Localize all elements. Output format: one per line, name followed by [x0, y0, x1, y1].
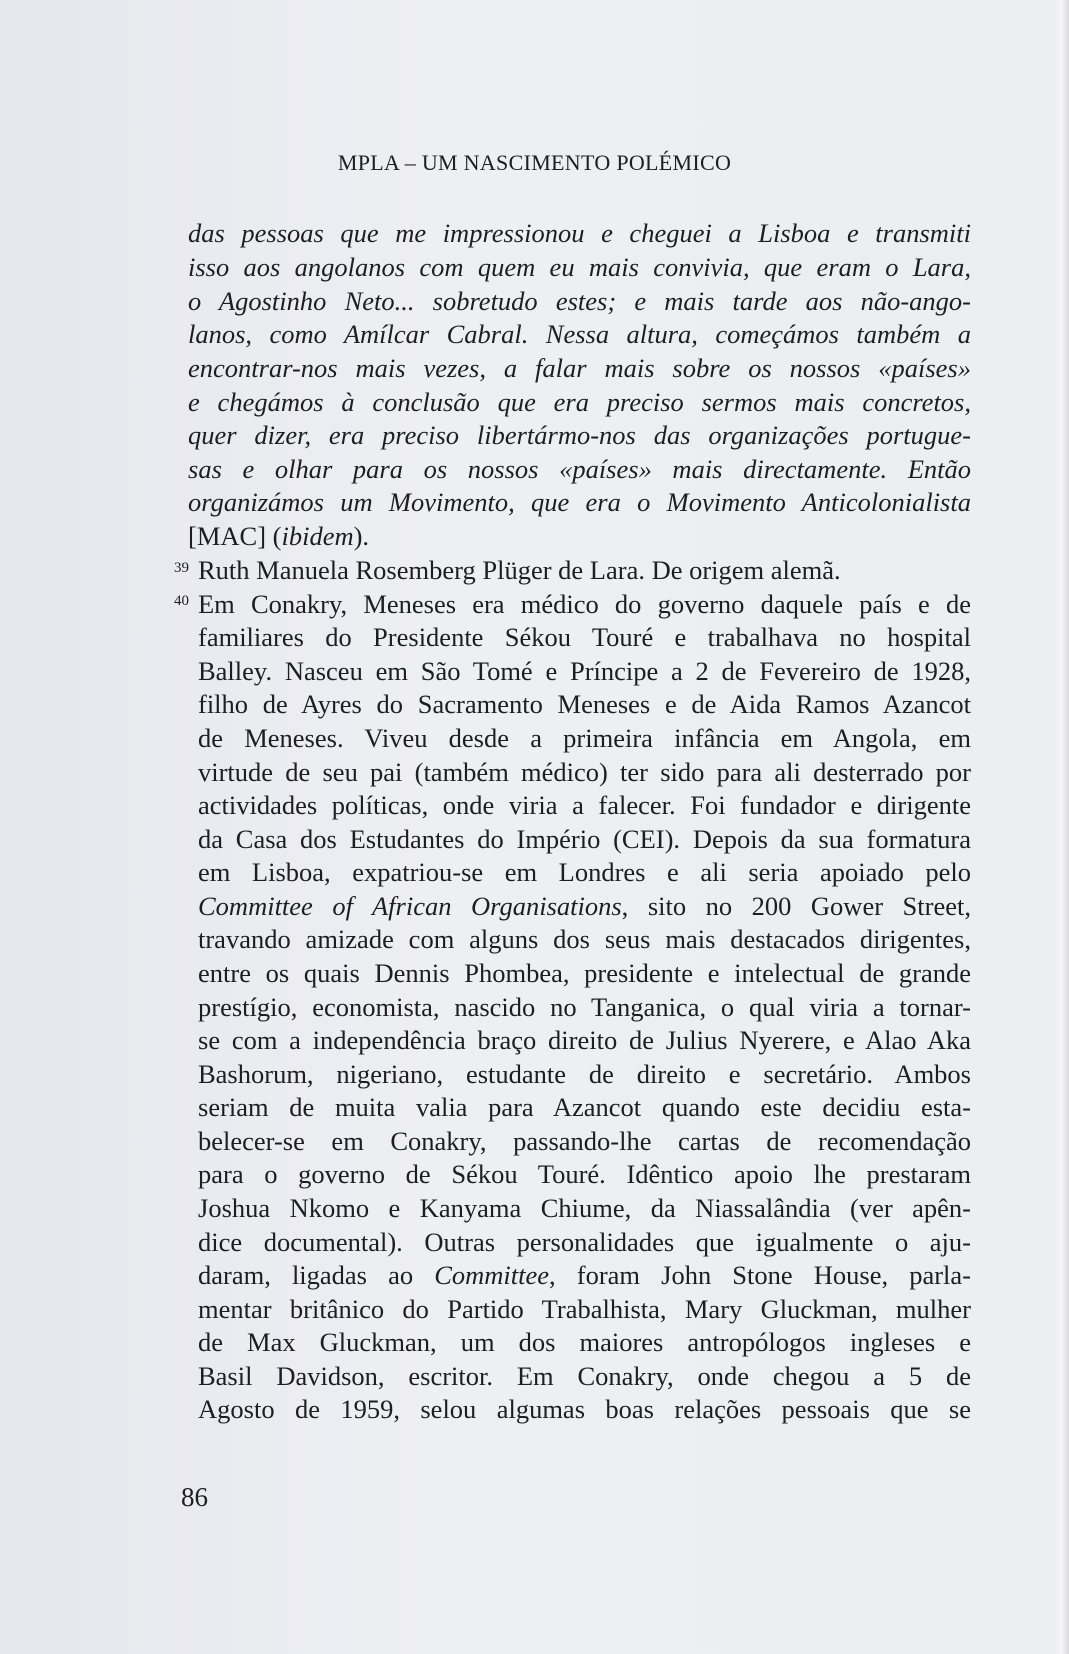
footnote-number: 40 — [174, 593, 189, 609]
footnote-40-line: virtude de seu pai (também médico) ter sido para ali desterrado por — [198, 757, 971, 787]
footnote-40-line: de Max Gluckman, um dos maiores antropólogos ingleses e — [198, 1327, 971, 1357]
footnote-40-line: Committee of African Organisations, sito no 200 Gower Street, — [198, 891, 971, 921]
footnote-40-line: de Meneses. Viveu desde a primeira infância em Angola, em — [198, 723, 971, 753]
footnote-40-line: actividades políticas, onde viria a falecer. Foi fundador e dirigente — [198, 790, 971, 820]
running-header: MPLA – UM NASCIMENTO POLÉMICO — [337, 150, 732, 175]
footnote-40-line: da Casa dos Estudantes do Império (CEI). Depois da sua formatura — [198, 824, 971, 854]
footnote-40-line: Em Conakry, Meneses era médico do governo daquele país e de — [198, 589, 971, 619]
footnote-40-line: familiares do Presidente Sékou Touré e trabalhava no hospital — [198, 622, 971, 652]
footnote-40-line: entre os quais Dennis Phombea, presidente e intelectual de grande — [198, 958, 971, 988]
footnote-number: 39 — [174, 560, 189, 576]
quote-line: lanos, como Amílcar Cabral. Nessa altura, começámos também a — [188, 319, 971, 349]
quote-line: sas e olhar para os nossos «países» mais directamente. Então — [188, 454, 971, 484]
page-edge — [1055, 0, 1069, 1654]
footnote-40-line: em Lisboa, expatriou-se em Londres e ali seria apoiado pelo — [198, 857, 971, 887]
quote-line-end: [MAC] (ibidem). — [188, 521, 370, 551]
quote-line: o Agostinho Neto... sobretudo estes; e mais tarde aos não-ango- — [188, 286, 971, 316]
footnote-40-line: Balley. Nasceu em São Tomé e Príncipe a 2 de Fevereiro de 1928, — [198, 656, 971, 686]
footnote-39-text: Ruth Manuela Rosemberg Plüger de Lara. De origem alemã. — [198, 555, 841, 585]
quote-line: quer dizer, era preciso libertármo-nos das organizações portugue- — [188, 420, 971, 450]
footnote-40-line: Bashorum, nigeriano, estudante de direito e secretário. Ambos — [198, 1059, 971, 1089]
footnote-40-line: Joshua Nkomo e Kanyama Chiume, da Niassalândia (ver apên- — [198, 1193, 971, 1223]
footnote-40-line: mentar britânico do Partido Trabalhista, Mary Gluckman, mulher — [198, 1294, 971, 1324]
footnote-40-line: belecer-se em Conakry, passando-lhe cartas de recomendação — [198, 1126, 971, 1156]
footnote-40-line: Agosto de 1959, selou algumas boas relações pessoais que se — [198, 1394, 971, 1424]
page-number: 86 — [181, 1482, 208, 1512]
quote-line: das pessoas que me impressionou e cheguei a Lisboa e transmiti — [188, 218, 971, 248]
footnote-40-line: para o governo de Sékou Touré. Idêntico apoio lhe prestaram — [198, 1159, 971, 1189]
quote-line: e chegámos à conclusão que era preciso sermos mais concretos, — [188, 387, 971, 417]
quote-line: encontrar-nos mais vezes, a falar mais sobre os nossos «países» — [188, 353, 971, 383]
footnote-40-line: prestígio, economista, nascido no Tanganica, o qual viria a tornar- — [198, 992, 971, 1022]
footnote-40-line: Basil Davidson, escritor. Em Conakry, onde chegou a 5 de — [198, 1361, 971, 1391]
quote-line: isso aos angolanos com quem eu mais convivia, que eram o Lara, — [188, 252, 971, 282]
footnote-40-line: travando amizade com alguns dos seus mais destacados dirigentes, — [198, 924, 971, 954]
footnote-40-line: daram, ligadas ao Committee, foram John Stone House, parla- — [198, 1260, 971, 1290]
footnote-40-line: filho de Ayres do Sacramento Meneses e de Aida Ramos Azancot — [198, 689, 971, 719]
footnote-40-line: se com a independência braço direito de Julius Nyerere, e Alao Aka — [198, 1025, 971, 1055]
footnote-40-line: seriam de muita valia para Azancot quando este decidiu esta- — [198, 1092, 971, 1122]
footnote-40-line: dice documental). Outras personalidades que igualmente o aju- — [198, 1227, 971, 1257]
quote-line: organizámos um Movimento, que era o Movimento Anticolonialista — [188, 487, 971, 517]
